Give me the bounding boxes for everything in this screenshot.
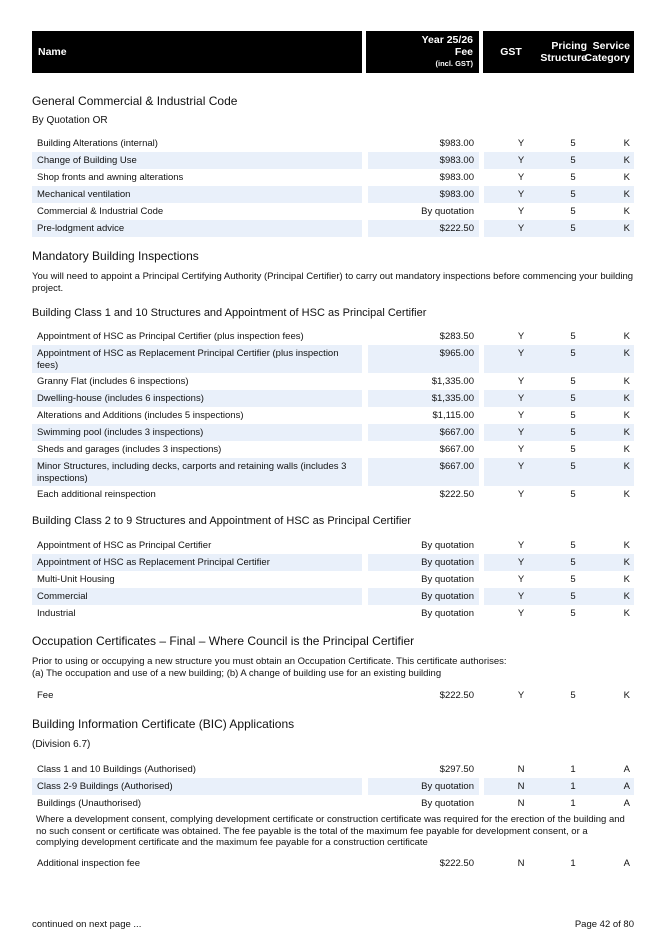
row-gst: Y — [517, 172, 525, 183]
table-row — [32, 169, 634, 186]
row-gst: Y — [517, 393, 525, 404]
row-service-category: K — [623, 557, 630, 568]
row-service-category: K — [623, 172, 630, 183]
row-pricing-structure: 5 — [570, 155, 576, 166]
row-pricing-structure: 5 — [570, 331, 576, 342]
table-row — [32, 390, 634, 407]
row-pricing-structure: 5 — [570, 348, 576, 359]
table-row — [32, 345, 634, 373]
header-service-2: Category — [584, 52, 630, 64]
row-fee: $983.00 — [439, 172, 474, 183]
row-pricing-structure: 5 — [570, 427, 576, 438]
row-name: Building Alterations (internal) — [37, 138, 158, 149]
row-pricing-structure: 5 — [570, 189, 576, 200]
row-gst: Y — [517, 155, 525, 166]
table-row — [32, 441, 634, 458]
row-name: Fee — [37, 690, 54, 701]
table-row — [32, 795, 634, 812]
row-gst: Y — [517, 608, 525, 619]
row-gst: Y — [517, 461, 525, 472]
table-row — [32, 186, 634, 203]
row-fee: By quotation — [421, 540, 474, 551]
header-pricing-2: Structure — [540, 52, 587, 64]
table-row — [32, 135, 634, 152]
row-gst: Y — [517, 206, 525, 217]
row-pricing-structure: 5 — [570, 608, 576, 619]
row-pricing-structure: 5 — [570, 444, 576, 455]
row-fee: By quotation — [421, 781, 474, 792]
table-row — [32, 855, 634, 872]
row-pricing-structure: 5 — [570, 574, 576, 585]
row-service-category: K — [623, 540, 630, 551]
row-fee: $1,335.00 — [431, 376, 474, 387]
row-name: Appointment of HSC as Replacement Principal Certifier — [37, 557, 270, 568]
row-name: Class 2-9 Buildings (Authorised) — [37, 781, 173, 792]
row-gst: Y — [517, 376, 525, 387]
row-fee: $297.50 — [439, 764, 474, 775]
row-gst: N — [517, 798, 525, 809]
table-row — [32, 328, 634, 345]
row-name: Dwelling-house (includes 6 inspections) — [37, 393, 204, 404]
row-service-category: A — [623, 781, 630, 792]
row-pricing-structure: 5 — [570, 172, 576, 183]
row-name: Commercial — [37, 591, 88, 602]
row-name: Swimming pool (includes 3 inspections) — [37, 427, 204, 438]
row-gst: Y — [517, 540, 525, 551]
section-text-occupation-2: (a) The occupation and use of a new building; (b) A change of building use for an existing building — [32, 668, 442, 679]
row-service-category: K — [623, 348, 630, 359]
row-gst: Y — [517, 591, 525, 602]
footer-continued: continued on next page ... — [32, 919, 142, 930]
table-row — [32, 571, 634, 588]
row-pricing-structure: 5 — [570, 410, 576, 421]
row-name: Commercial & Industrial Code — [37, 206, 164, 217]
header-name: Name — [32, 31, 362, 73]
row-service-category: K — [623, 489, 630, 500]
header-pricing-1: Pricing — [551, 40, 587, 52]
section-subtitle-bic: (Division 6.7) — [32, 739, 91, 750]
row-service-category: K — [623, 376, 630, 387]
row-pricing-structure: 5 — [570, 540, 576, 551]
section-title-occupation: Occupation Certificates – Final – Where Council is the Principal Certifier — [32, 634, 415, 648]
bic-note: Where a development consent, complying development certificate or construction certificate was required for the erection of the building and no such consent or certificate was obtained. The fee payable is the total of the maximum fee payable for development consent, or a complying development certificate and the maximum fee payable for a construction certificate — [36, 814, 625, 848]
row-fee: $222.50 — [439, 690, 474, 701]
row-gst: Y — [517, 690, 525, 701]
row-fee: By quotation — [421, 591, 474, 602]
section-text-mandatory: You will need to appoint a Principal Certifying Authority (Principal Certifier) to carry out mandatory inspections before commencing your building project. — [32, 271, 634, 294]
row-gst: Y — [517, 331, 525, 342]
table-row — [32, 588, 634, 605]
row-service-category: K — [623, 206, 630, 217]
row-service-category: K — [623, 393, 630, 404]
row-service-category: K — [623, 223, 630, 234]
row-fee: $965.00 — [439, 348, 474, 359]
row-pricing-structure: 5 — [570, 690, 576, 701]
row-gst: Y — [517, 574, 525, 585]
row-service-category: K — [623, 138, 630, 149]
row-name: Mechanical ventilation — [37, 189, 131, 200]
table-row — [32, 220, 634, 237]
row-service-category: K — [623, 690, 630, 701]
row-service-category: K — [623, 410, 630, 421]
section-text-occupation-1: Prior to using or occupying a new structure you must obtain an Occupation Certificate. This certificate authorises: — [32, 656, 507, 667]
row-pricing-structure: 5 — [570, 206, 576, 217]
row-service-category: K — [623, 574, 630, 585]
table-row — [32, 486, 634, 503]
row-gst: Y — [517, 444, 525, 455]
table-row — [32, 152, 634, 169]
row-gst: Y — [517, 223, 525, 234]
row-fee: $667.00 — [439, 461, 474, 472]
row-fee: $983.00 — [439, 138, 474, 149]
row-pricing-structure: 1 — [570, 858, 576, 869]
table-row — [32, 458, 634, 486]
row-gst: Y — [517, 427, 525, 438]
row-fee: By quotation — [421, 206, 474, 217]
row-service-category: K — [623, 155, 630, 166]
row-name: Alterations and Additions (includes 5 inspections) — [37, 410, 244, 421]
row-fee: $667.00 — [439, 427, 474, 438]
row-name: Change of Building Use — [37, 155, 137, 166]
section-title-class1: Building Class 1 and 10 Structures and Appointment of HSC as Principal Certifier — [32, 307, 427, 319]
section-subtitle-general: By Quotation OR — [32, 115, 108, 126]
row-pricing-structure: 5 — [570, 557, 576, 568]
row-fee: $1,335.00 — [431, 393, 474, 404]
section-title-general: General Commercial & Industrial Code — [32, 94, 238, 108]
table-row — [32, 778, 634, 795]
row-name: Granny Flat (includes 6 inspections) — [37, 376, 189, 387]
row-fee: By quotation — [421, 557, 474, 568]
row-service-category: K — [623, 427, 630, 438]
table-header — [32, 31, 634, 73]
row-fee: $283.50 — [439, 331, 474, 342]
row-name: Appointment of HSC as Replacement Principal Certifier (plus inspection fees) — [37, 348, 339, 371]
row-gst: Y — [517, 410, 525, 421]
row-service-category: K — [623, 591, 630, 602]
row-pricing-structure: 5 — [570, 138, 576, 149]
row-name: Sheds and garages (includes 3 inspections) — [37, 444, 222, 455]
table-row — [32, 537, 634, 554]
row-service-category: K — [623, 444, 630, 455]
section-title-bic: Building Information Certificate (BIC) Applications — [32, 717, 295, 731]
row-name: Each additional reinspection — [37, 489, 156, 500]
row-service-category: K — [623, 461, 630, 472]
row-fee: $983.00 — [439, 155, 474, 166]
row-gst: Y — [517, 138, 525, 149]
row-name: Shop fronts and awning alterations — [37, 172, 184, 183]
header-fee-line2: Fee — [454, 46, 473, 58]
row-name: Pre-lodgment advice — [37, 223, 125, 234]
row-fee: $983.00 — [439, 189, 474, 200]
row-name: Multi-Unit Housing — [37, 574, 115, 585]
row-name: Class 1 and 10 Buildings (Authorised) — [37, 764, 196, 775]
row-gst: N — [517, 858, 525, 869]
row-fee: $1,115.00 — [432, 410, 474, 421]
header-fee — [366, 31, 479, 73]
row-gst: Y — [517, 189, 525, 200]
row-fee: By quotation — [421, 798, 474, 809]
row-fee: $222.50 — [439, 858, 474, 869]
row-pricing-structure: 5 — [570, 591, 576, 602]
table-row — [32, 424, 634, 441]
table-row — [32, 373, 634, 390]
table-row — [32, 761, 634, 778]
row-pricing-structure: 5 — [570, 489, 576, 500]
header-fee-line1: Year 25/26 — [421, 34, 473, 46]
row-service-category: A — [623, 764, 630, 775]
row-pricing-structure: 5 — [570, 223, 576, 234]
header-service — [584, 31, 634, 73]
row-fee: $222.50 — [439, 223, 474, 234]
table-row — [32, 687, 634, 704]
row-service-category: K — [623, 189, 630, 200]
row-gst: Y — [517, 489, 525, 500]
row-pricing-structure: 5 — [570, 376, 576, 387]
row-gst: N — [517, 781, 525, 792]
section-title-class2: Building Class 2 to 9 Structures and Appointment of HSC as Principal Certifier — [32, 515, 412, 527]
row-pricing-structure: 1 — [570, 764, 576, 775]
header-fee-line3: (incl. GST) — [435, 59, 473, 68]
footer-page-number: Page 42 of 80 — [574, 919, 634, 930]
row-name: Industrial — [37, 608, 76, 619]
row-pricing-structure: 5 — [570, 461, 576, 472]
row-fee: $667.00 — [439, 444, 474, 455]
row-pricing-structure: 1 — [570, 798, 576, 809]
table-row — [32, 554, 634, 571]
row-pricing-structure: 1 — [570, 781, 576, 792]
row-service-category: K — [623, 331, 630, 342]
row-gst: Y — [517, 348, 525, 359]
table-row — [32, 605, 634, 622]
header-gst: GST — [483, 31, 539, 73]
header-pricing — [539, 31, 587, 73]
row-fee: By quotation — [421, 574, 474, 585]
row-name: Minor Structures, including decks, carports and retaining walls (includes 3 inspections) — [37, 461, 347, 484]
row-fee: By quotation — [421, 608, 474, 619]
table-row — [32, 407, 634, 424]
row-service-category: A — [623, 798, 630, 809]
row-pricing-structure: 5 — [570, 393, 576, 404]
section-title-mandatory: Mandatory Building Inspections — [32, 249, 199, 263]
row-gst: Y — [517, 557, 525, 568]
row-service-category: K — [623, 608, 630, 619]
row-gst: N — [517, 764, 525, 775]
row-name: Appointment of HSC as Principal Certifier — [37, 540, 212, 551]
row-fee: $222.50 — [439, 489, 474, 500]
table-row — [32, 203, 634, 220]
row-name: Additional inspection fee — [37, 858, 140, 869]
row-name: Buildings (Unauthorised) — [37, 798, 142, 809]
row-name: Appointment of HSC as Principal Certifier (plus inspection fees) — [37, 331, 304, 342]
header-service-1: Service — [592, 40, 630, 52]
row-service-category: A — [623, 858, 630, 869]
